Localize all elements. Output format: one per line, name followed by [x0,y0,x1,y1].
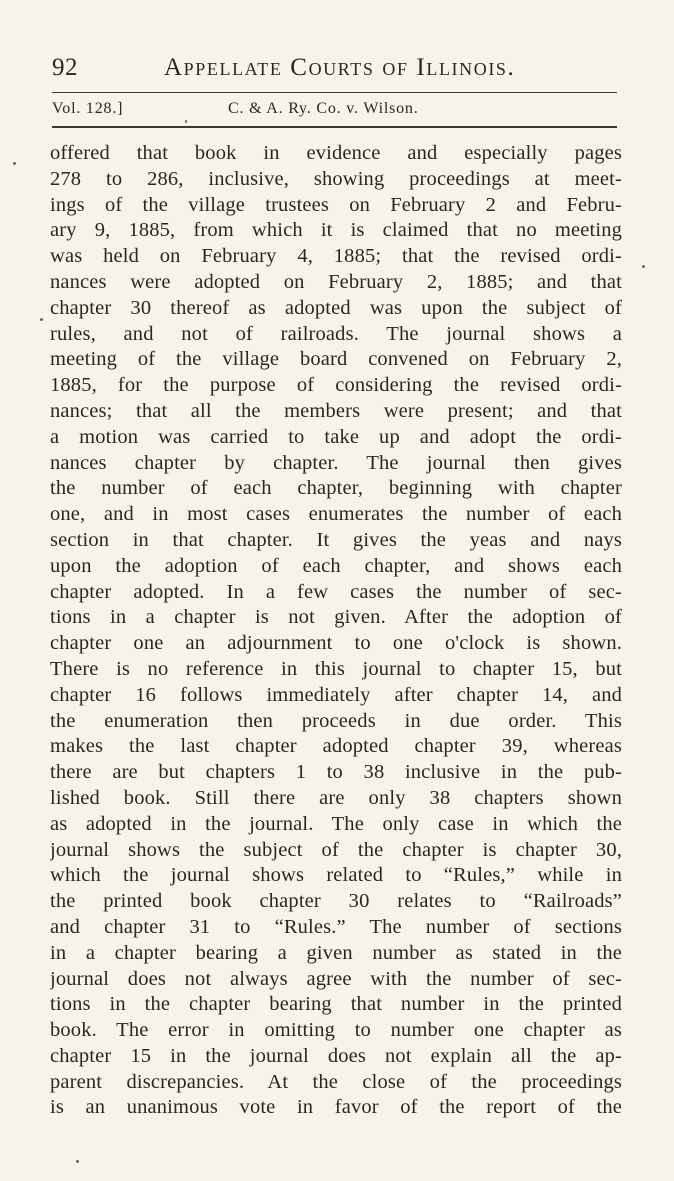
text-line: was held on February 4, 1885; that the revised ordi- [50,245,622,268]
text-line: chapter adopted. In a few cases the number of sec- [50,580,622,603]
text-line: in a chapter bearing a given number as stated in the [50,941,622,964]
paper-speck [13,162,16,165]
running-title: Appellate Courts of Illinois. [164,54,516,81]
paper-speck [40,318,43,321]
text-line: journal shows the subject of the chapter is chapter 30, [50,838,622,861]
text-line: a motion was carried to take up and adopt the ordi- [50,425,622,448]
text-line: chapter 16 follows immediately after chapter 14, and [50,683,622,706]
case-subhead [52,99,617,123]
text-line: chapter 30 thereof as adopted was upon the subject of [50,296,622,319]
case-name: C. & A. Ry. Co. v. Wilson. [228,100,419,117]
text-line: and chapter 31 to “Rules.” The number of sections [50,915,622,938]
text-line: nances; that all the members were present; and that [50,399,622,422]
text-line: upon the adoption of each chapter, and shows each [50,554,622,577]
text-line: as adopted in the journal. The only case in which the [50,812,622,835]
text-line: ings of the village trustees on February 2 and Febru- [50,193,622,216]
text-line: which the journal shows related to “Rules,” while in [50,864,622,887]
text-line: 278 to 286, inclusive, showing proceedings at meet- [50,167,622,190]
text-line: the printed book chapter 30 relates to “Railroads” [50,890,622,913]
text-line: section in that chapter. It gives the yeas and nays [50,528,622,551]
text-line: lished book. Still there are only 38 chapters shown [50,786,622,809]
text-line: meeting of the village board convened on February 2, [50,348,622,371]
text-line: 1885, for the purpose of considering the revised ordi- [50,374,622,397]
paper-speck [642,265,645,268]
volume-label: Vol. 128.] [52,100,124,117]
text-line: There is no reference in this journal to chapter 15, but [50,657,622,680]
text-line: one, and in most cases enumerates the number of each [50,503,622,526]
text-line: there are but chapters 1 to 38 inclusive in the pub- [50,761,622,784]
text-line: the number of each chapter, beginning with chapter [50,477,622,500]
text-line: nances chapter by chapter. The journal then gives [50,451,622,474]
text-line: makes the last chapter adopted chapter 39, whereas [50,735,622,758]
text-line: journal does not always agree with the number of sec- [50,967,622,990]
header-rule-bottom [52,126,617,128]
text-line: the enumeration then proceeds in due order. This [50,709,622,732]
text-line: tions in the chapter bearing that number in the printed [50,993,622,1016]
paper-speck [76,1160,79,1163]
paper-speck [185,120,187,123]
text-line: ary 9, 1885, from which it is claimed that no meeting [50,219,622,242]
text-line: parent discrepancies. At the close of the proceedings [50,1070,622,1093]
page-number: 92 [52,54,78,81]
text-line: nances were adopted on February 2, 1885; and that [50,270,622,293]
text-line: tions in a chapter is not given. After the adoption of [50,606,622,629]
header-rule-top [52,92,617,93]
text-line: is an unanimous vote in favor of the report of the [50,1096,622,1119]
text-line: offered that book in evidence and especially pages [50,142,622,164]
body-text [50,141,622,1121]
text-line: book. The error in omitting to number one chapter as [50,1019,622,1042]
text-line: chapter 15 in the journal does not explain all the ap- [50,1044,622,1067]
text-line: chapter one an adjournment to one o'clock is shown. [50,632,622,655]
text-line: rules, and not of railroads. The journal shows a [50,322,622,345]
running-head [52,48,622,88]
